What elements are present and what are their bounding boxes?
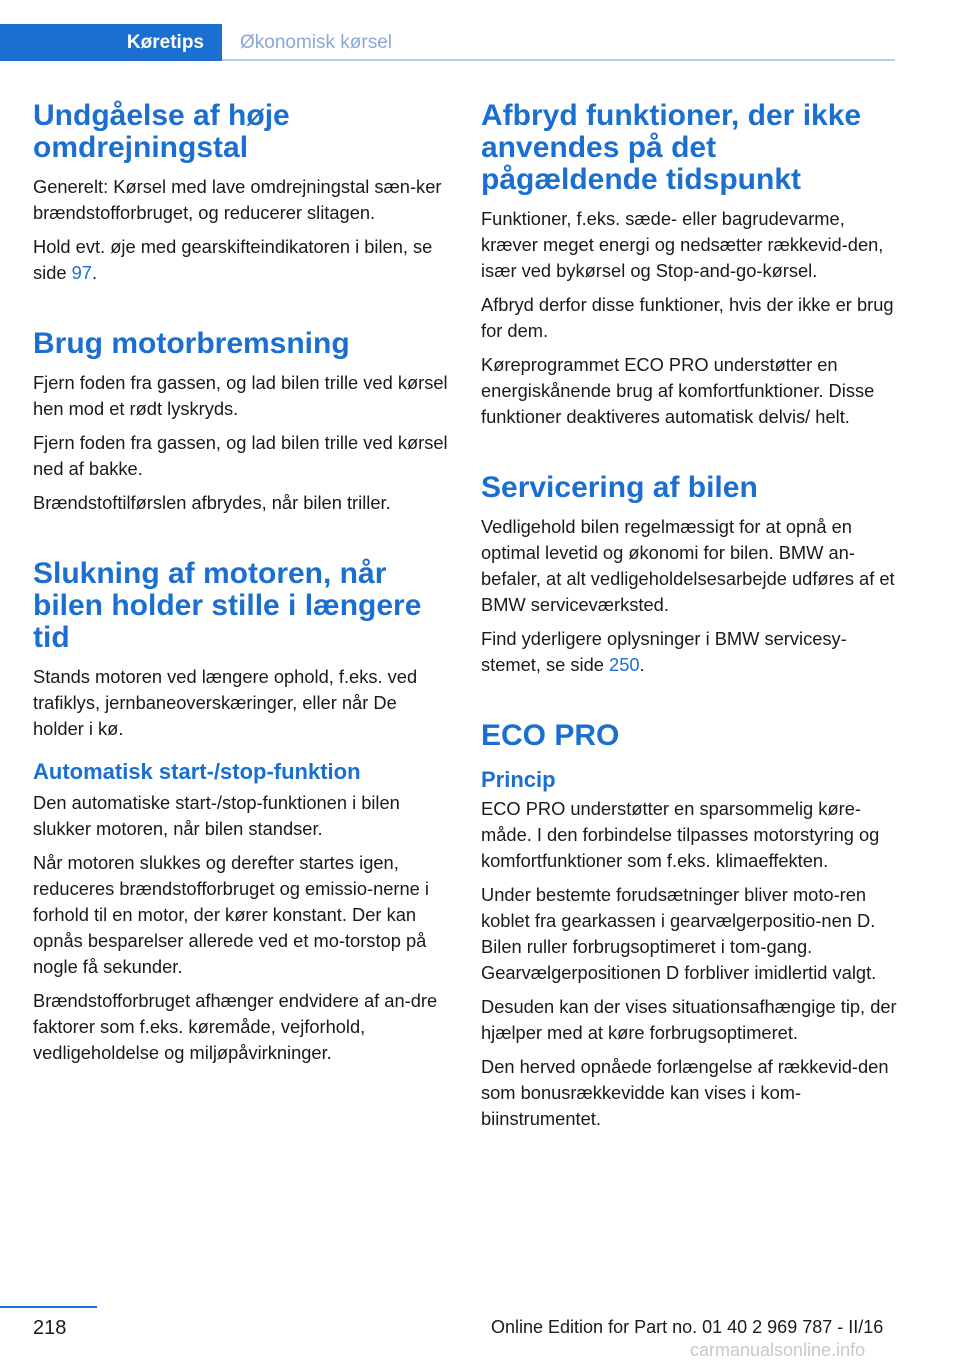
right-column bbox=[481, 100, 899, 1140]
chapter-label: Køretips bbox=[126, 31, 204, 53]
chapter-tab[interactable] bbox=[0, 24, 222, 61]
section-tab[interactable] bbox=[240, 24, 392, 61]
paragraph: Desuden kan der vises situationsafhængige tip, der hjælper med at køre forbrugsoptimeret. bbox=[481, 996, 897, 1043]
page-number: 218 bbox=[33, 1317, 67, 1339]
paragraph: Fjern foden fra gassen, og lad bilen trille ved kørsel ned af bakke. bbox=[33, 432, 448, 479]
heading-engine-braking: Brug motorbremsning bbox=[33, 327, 350, 360]
heading-high-rpm: Undgåelse af høje omdrejningstal bbox=[33, 99, 290, 164]
heading-engine-off: Slukning af motoren, når bilen holder stille i længere tid bbox=[33, 557, 422, 654]
paragraph: Når motoren slukkes og derefter startes igen, reduceres brændstofforbruget og emissio‐nerne i forhold til en motor, der kører konstant. Der kan opnås besparelser allerede ved et mo‐torstop på nogle få sekunder. bbox=[33, 852, 429, 977]
paragraph: Funktioner, f.eks. sæde- eller bagrudevarme, kræver meget energi og nedsætter rækkevid‐den, især ved bykørsel og Stop-and-go-kørsel. bbox=[481, 208, 884, 281]
heading-disable-functions: Afbryd funktioner, der ikke anvendes på det pågældende tidspunkt bbox=[481, 99, 862, 196]
paragraph: Stands motoren ved længere ophold, f.eks. ved trafiklys, jernbaneoverskæringer, eller når De holder i kø. bbox=[33, 666, 418, 739]
paragraph: Fjern foden fra gassen, og lad bilen trille ved kørsel hen mod et rødt lyskryds. bbox=[33, 372, 448, 419]
paragraph: Den herved opnåede forlængelse af rækkevid‐den som bonusrækkevidde kan vises i kom‐biinstrumentet. bbox=[481, 1056, 889, 1129]
paragraph: Find yderligere oplysninger i BMW servicesy‐stemet, se side 250. bbox=[481, 628, 847, 675]
left-column bbox=[33, 100, 451, 1074]
footer-divider bbox=[0, 1306, 97, 1308]
page-link-97[interactable]: 97 bbox=[71, 262, 92, 283]
paragraph: Afbryd derfor disse funktioner, hvis der ikke er brug for dem. bbox=[481, 294, 894, 341]
subheading-auto-start-stop: Automatisk start-/stop-funktion bbox=[33, 759, 361, 784]
page-header bbox=[0, 24, 895, 61]
paragraph: Køreprogrammet ECO PRO understøtter en energiskånende brug af komfortfunktioner. Disse funktioner deaktiveres automatisk delvis/ helt. bbox=[481, 354, 875, 427]
page-link-250[interactable]: 250 bbox=[609, 654, 640, 675]
paragraph: Hold evt. øje med gearskifteindikatoren i bilen, se side 97. bbox=[33, 236, 433, 283]
paragraph: Under bestemte forudsætninger bliver moto‐ren koblet fra gearkassen i gearvælgerpositio‐nen D. Bilen ruller forbrugsoptimeret i tom‐gang. Gearvælgerpositionen D forbliver imidlertid valgt. bbox=[481, 884, 877, 983]
paragraph: Vedligehold bilen regelmæssigt for at opnå en optimal levetid og økonomi for bilen. BMW an‐befaler, at alt vedligeholdelsesarbejde udføres af et BMW serviceværksted. bbox=[481, 516, 895, 615]
paragraph: ECO PRO understøtter en sparsommelig køre‐måde. I den forbindelse tilpasses motorstyring og komfortfunktioner som f.eks. klimaeffekten. bbox=[481, 798, 880, 871]
paragraph: Generelt: Kørsel med lave omdrejningstal sæn‐ker brændstofforbruget, og reducerer slitagen. bbox=[33, 176, 442, 223]
subheading-principle: Princip bbox=[481, 767, 556, 792]
paragraph: Brændstoftilførslen afbrydes, når bilen triller. bbox=[33, 492, 391, 513]
heading-eco-pro: ECO PRO bbox=[481, 719, 620, 752]
watermark: carmanualsonline.info bbox=[690, 1340, 866, 1360]
paragraph: Den automatiske start-/stop-funktionen i bilen slukker motoren, når bilen standser. bbox=[33, 792, 400, 839]
section-label: Økonomisk kørsel bbox=[240, 31, 393, 53]
paragraph: Brændstofforbruget afhænger endvidere af an‐dre faktorer som f.eks. køremåde, vejforhold, vedligeholdelse og miljøpåvirkninger. bbox=[33, 990, 438, 1063]
heading-servicing: Servicering af bilen bbox=[481, 471, 758, 504]
edition-note: Online Edition for Part no. 01 40 2 969 787 - II/16 bbox=[491, 1317, 884, 1337]
header-divider bbox=[222, 59, 895, 61]
